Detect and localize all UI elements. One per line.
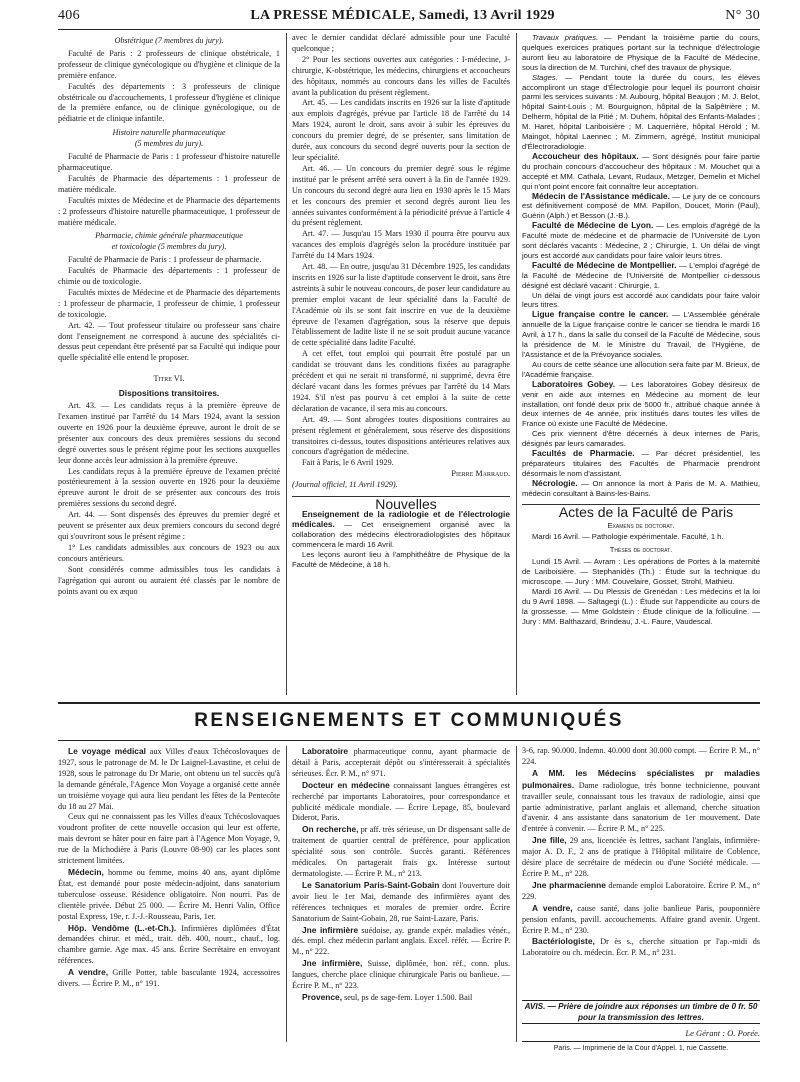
ad-text: dont l'ouverture doit avoir lieu le 1er Mai, demande des infirmières ayant des références techniques et morales de premier ordre. Écrire Sanatorium de Saint-Gobain, 28, rue Saint-Lazare, Paris.	[292, 880, 510, 923]
ad-heading: Docteur en médecine	[302, 779, 390, 790]
issue-number: N° 30	[725, 8, 760, 23]
section-toxicologie: et toxicologie (5 membres du jury).	[111, 242, 227, 252]
ad-heading: Médecin,	[68, 866, 104, 877]
news-text: — Le jury de ce concours est définitivement composé de MM. Papillon, Doucet, Morin (Paul), Guérin (Alph.) et Besson (J.-B.).	[522, 191, 760, 221]
paragraph: Art. 46. — Un concours du premier degré sous le régime institué par le présent arrêté sera ouvert à la fin de l'année 1929. Un concours du second degré aura lieu en 1930 après le 15 Mars et les concours des premier et second degrés auront lieu les années suivantes conformément à la périodicité prévue à l'article 4 du présent règlement.	[292, 163, 510, 228]
news-text: — Cet enseignement organisé avec la collaboration des médecins électroradiologistes des hôpitaux commencera le mardi 16 Avril.	[292, 519, 510, 549]
paragraph: Facultés mixtes de Médecine et de Pharmacie des départements : 2 professeurs d'histoire naturelle pharmaceutique, 1 professeur de matière médicale.	[58, 195, 280, 227]
news-text: — Les laboratoires Gobey désireux de venir en aide aux internes en Médecine au moment de leur installation, ont fondé deux prix de 5000 fr., attribué chaque année à deux internes de 4e année, prix institués dans toutes les villes de France où existe une Faculté de Médecine.	[522, 379, 760, 429]
journal-title: LA PRESSE MÉDICALE, Samedi, 13 Avril 1929	[250, 8, 555, 23]
paragraph: Facultés de Pharmacie des départements : 1 professeur de chimie ou de toxicologie.	[58, 266, 280, 287]
ad-text: Grille Potter, table basculante 1924, accessoires divers. — Écrire P. M., n° 191.	[58, 968, 280, 989]
banner-rule-bottom	[58, 740, 760, 741]
avis-notice: AVIS. — Prière de joindre aux réponses un timbre de 0 fr. 50 pour la transmission des lettres.	[522, 1000, 760, 1024]
news-heading: Laboratoires Gobey.	[532, 378, 616, 389]
news-heading: Faculté de Médecine de Montpellier.	[532, 259, 677, 270]
news-text: — Les emplois d'agrégé de la Faculté mixte de médecine et de pharmacie de l'Université de Lyon sont déclarés vacants : Médecine, 2 ; Chirurgie, 1. Un délai de vingt jours est accordé aux candidats pour faire valoir leurs titres.	[522, 221, 760, 260]
paragraph: Facultés des départements : 3 professeurs de clinique obstétricale ou d'accouchements, 1 professeur d'hygiène et clinique de la première enfance, ou de clinique gynécologique, ou de pédiatrie et de clinique infantile.	[58, 81, 280, 124]
source-citation: (Journal officiel, 11 Avril 1929).	[292, 480, 398, 490]
signature-date: Fait à Paris, le 6 Avril 1929.	[302, 458, 394, 468]
paragraph: Art. 42. — Tout professeur titulaire ou professeur sans chaire dont l'enseignement ne correspond à aucune des spécialités ci-dessus peut cependant être présenté par sa Faculté qui indique pour quelle spécialité elle entend le proposer.	[58, 320, 280, 363]
news-heading: Nécrologie.	[532, 477, 578, 488]
gerant-signature: Le Gérant : O. Porée.	[685, 1028, 760, 1038]
paragraph: Sont considérés comme admissibles tous les candidats à l'agrégation qui auront ou auraient été classés par le nombre de points avant ou ex æquo	[58, 564, 280, 596]
ad-text: Ceux qui ne connaissent pas les Villes d'eaux Tchécoslovaques voudront profiter de cette nouvelle occasion qui leur est offerte, mais devront se hâter pour en faire part à l'Agence Mon Voyage, 9, rue de la Michodière à Paris (Louvre 08-90) car les places sont strictement limitées.	[58, 812, 280, 866]
titre-subheading: Dispositions transitoires.	[118, 388, 220, 399]
faculte-title: Actes de la Faculté de Paris	[558, 503, 734, 520]
news-heading: Faculté de Médecine de Lyon.	[532, 220, 654, 231]
theses-text: Mardi 16 Avril. — Du Plessis de Grenédan : Les médecins et la loi du 9 Avril 1898. — Saltagegi (L.) : Étude sur l'appendicite au cours de la grossesse. — Mme Goldstein : Étude clinique de la folliculine. — Jury : MM. Balthazard, Brindeau, J.-L. Faure, Vaudescal.	[522, 586, 760, 626]
news-text: — L'Assemblée générale annuelle de la Ligue française contre le cancer se tiendra le mardi 16 Avril, à 17 h., dans la salle du conseil de la Faculté de Médecine, sous la présidence de M. le Ministre du Travail, de l'Hygiène, de l'Assistance et de la Prévoyance sociales.	[522, 310, 760, 359]
paragraph: Art. 47. — Jusqu'au 15 Mars 1930 il pourra être pourvu aux vacances des emplois d'agrégés selon la procédure instituée par l'arrêté du 14 Mars 1924.	[292, 229, 510, 261]
exam-text: Mardi 16 Avril. — Pathologie expérimentale. Faculté, 1 h.	[532, 532, 724, 542]
ad-heading: Le voyage médical	[68, 746, 146, 756]
ad-text: demande emploi Laboratoire. Écrire P. M., n° 229.	[522, 880, 760, 901]
paragraph: Faculté de Paris : 2 professeurs de clinique obstétricale, 1 professeur de clinique gynécologique ou d'hygiène et clinique de la première enfance.	[58, 48, 280, 80]
ad-heading: A MM. les Médecins spécialistes pr maladies pulmonaires.	[522, 767, 760, 790]
ad-heading: Le Sanatorium Paris-Saint-Gobain	[302, 879, 440, 890]
ad-heading: Jne fille,	[532, 835, 567, 846]
ad-heading: Laboratoire	[302, 746, 349, 756]
header-rule	[58, 29, 760, 30]
ad-text: seul, ps de sage-fem. Loyer 1.500. Bail	[342, 992, 473, 1002]
paragraph: Facultés mixtes de Médecine et de Pharmacie des départements : 1 professeur de pharmacie, 1 professeur de chimie, 1 professeur de toxicologie.	[58, 287, 280, 319]
ad-text: cause santé, dans jolie banlieue Paris, pouponnière pension enfants, pavill. accouchements. Affaire grand avenir. Urgent. Écrire P. M., n° 230.	[522, 903, 760, 935]
column-divider	[516, 746, 517, 1042]
column-divider	[286, 33, 287, 695]
paragraph: Faculté de Pharmacie de Paris : 1 professeur d'histoire naturelle pharmaceutique.	[58, 152, 280, 172]
ad-text: connaissant langues étrangères est recherché par importants Laboratoires, pour correspondance et publicité médicale mondiale. — Écrire Lepage, 85, boulevard Diderot, Paris.	[292, 780, 510, 823]
paragraph: Art. 48. — En outre, jusqu'au 31 Décembre 1925, les candidats inscrits en 1926 sur la liste d'aptitude conservent le droit, sans être astreints à subir le nouveau concours, de poser leur candidature au premier emploi vacant de leur spécialité dans la Faculté de l'Académie où ils se sont fait inscrire en vue de la deuxième épreuve de l'examen d'agrégation, sous la réserve que depuis l'établissement de ladite liste il ne se soit produit aucune vacance de cette spécialité dans ladite Faculté.	[292, 262, 510, 348]
news-text: — L'emploi d'agrégé de la Faculté de Médecine de l'Université de Montpellier ci-dessous désigné est déclaré vacant : Chirurgie, 1.	[522, 260, 760, 290]
classifieds-col-3	[522, 746, 760, 992]
imprimerie-line: Paris. — Imprimerie de la Cour d'Appel. 1, rue Cassette.	[553, 1045, 729, 1052]
column-2	[292, 33, 510, 695]
column-3	[522, 33, 760, 695]
news-heading: Accoucheur des hôpitaux.	[532, 150, 639, 161]
news-text: — Pendant la troisième partie du cours, quelques exercices pratiques portant sur la technique d'électrologie auront lieu au laboratoire de Physique de la Faculté de Médecine, sous la direction de M. Turchini, chef des travaux de physique.	[522, 33, 760, 72]
page-number: 406	[58, 8, 80, 23]
news-text: — Pendant toute la durée du cours, les élèves accompliront un stage d'Électrologie pour lequel ils pourront choisir parmi les services suivants : M. Aubourg, hôpital Beaujon ; M. J. Belot, hôpital Saint-Louis ; M. Bourguignon, hôpital de la Salpêtrière ; M. Delherm, hôpital de la Pitié ; M. Duhem, hôpital des Enfants-Malades ; M. Haret, hôpital Lariboisière ; M. Laquerrière, hôpital Hérold ; M. Maingot, hôpital Laennec ; M. Zimmern, agrégé, Institut municipal d'Électroradiologie.	[522, 72, 760, 151]
paragraph: Faculté de Pharmacie de Paris : 1 professeur de pharmacie.	[68, 255, 262, 265]
ad-heading: A vendre,	[532, 902, 573, 913]
ad-text: homme ou femme, moins 40 ans, ayant diplôme État, est demandé pour poste médecin-adjoint, dans sanatorium tuberculose osseuse. Résidence obligatoire. Non nourri. Pas de clientèle privée. Début 25 000. — Écrire M. Henri Valin, Office postal Express, 19e, r. J.-J.-Rousseau, Paris, 1er.	[58, 867, 280, 921]
section-obstetrique: Obstétrique (7 membres du jury).	[114, 36, 224, 45]
banner-rule-top	[58, 702, 760, 704]
section-pharmacie: Pharmacie, chimie générale pharmaceutique	[95, 231, 243, 241]
exam-heading: Examens de doctorat.	[607, 520, 675, 530]
paragraph: Art. 43. — Les candidats reçus à la première épreuve de l'examen institué par l'arrêté du 14 Mars 1924, avant la session ouverte en 1926 pour la deuxième épreuve, auront le droit de se présenter aux concours des deux premières sessions du second degré ouvertes sous le présent régime pour les sections auxquelles leur donne accès leur admission à la première épreuve.	[58, 401, 280, 465]
column-1	[58, 33, 280, 695]
paragraph: 1° Les candidats admissibles aux concours de 1923 ou aux concours antérieurs.	[58, 542, 280, 563]
news-text: — On annonce la mort à Paris de M. A. Mathieu, médecin consultant à Bains-les-Bains.	[522, 478, 760, 498]
ad-text: aux Villes d'eaux Tchécoslovaques de 1927, sous le patronage de M. le Dr Laignel-Lavastine, et celui de 1928, sous le patronage du Dr Marie, ont obtenu un tel succès qu'à la demande générale, l'Agence Mon Voyage a organisé cette année un troisième voyage qui aura lieu pendant les fêtes de la Pentecôte du 18 au 27 Mai.	[58, 747, 280, 811]
signature-name: Pierre Marraud.	[451, 469, 510, 479]
news-heading: Travaux pratiques.	[532, 33, 599, 42]
theses-text: Lundi 15 Avril. — Avram : Les opérations de Portes à la maternité de Lariboisière. — Stephanidès (Th.) : Étude sur la technique du microscope. — Jury : MM. Couvelaire, Gosset, Strohl, Mathieu.	[522, 557, 760, 587]
paragraph: 2° Pour les sections ouvertes aux catégories : I-médecine, J-chirurgie, K-obstétrique, les médecins, chirurgiens et accoucheurs des hôpitaux, nommés au concours dans les villes de Facultés avant la publication du présent règlement.	[292, 54, 510, 97]
ad-heading: Hôp. Vendôme (L.-et-Ch.).	[68, 922, 177, 933]
footer-rule	[522, 1041, 760, 1042]
page-header	[58, 8, 760, 28]
paragraph: avec le dernier candidat déclaré admissible pour une Faculté quelconque ;	[292, 33, 510, 53]
ad-heading: Jne infirmière	[302, 924, 359, 935]
paragraph: Art. 45. — Les candidats inscrits en 1926 sur la liste d'aptitude aux emplois d'agrégés, prévue par l'article 18 de l'arrêté du 14 Mars 1924, auront le droit, sans avoir à subir les épreuves du concours du premier degré, de se présenter, sans limitation de durée, aux concours du second degré ouverts pour la section de leur spécialité.	[292, 98, 510, 162]
nouvelles-title: Nouvelles	[375, 496, 437, 513]
news-text: — Sont désignés pour faire partie du prochain concours d'accoucheur des hôpitaux : M. Mouchet qui a accepté et MM. Cathala, Levant, Rudaux, Metzger, Demelin et Michel qui n'ont point encore fait connaître leur acceptation.	[522, 151, 760, 191]
titre-heading: Titre VI.	[153, 374, 185, 384]
classifieds-col-2	[292, 746, 510, 1042]
column-divider	[516, 33, 517, 695]
ad-text: 3-6, rap. 90.000. Indemn. 40.000 dont 30.000 compt. — Écrire P. M., n° 224.	[522, 746, 760, 766]
ad-heading: Jne pharmacienne	[532, 879, 606, 890]
ad-text: 29 ans, licenciée ès lettres, sachant l'anglais, infirmière-major A. D. F., 2 ans de pratique à l'Hôpital militaire de Coblence, désire place de secrétaire de médecin ou d'une Société médicale. — Écrire P. M., n° 228.	[522, 836, 760, 878]
section-banner: RENSEIGNEMENTS ET COMMUNIQUÉS	[194, 710, 624, 731]
news-heading: Stages.	[532, 72, 558, 82]
ad-text: Suisse, diplômée, bon. réf., conn. plus. langues, cherche place clinique chirurgicale Paris ou banlieue. — Écrire P. M., n° 223.	[292, 959, 510, 991]
paragraph: Les candidats reçus à la première épreuve de l'examen précité postérieurement à la session ouverte en 1926 pour la deuxième épreuve auront le droit de se présenter aux concours des trois premières sessions du second degré.	[58, 466, 280, 509]
news-heading: Médecin de l'Assistance médicale.	[532, 190, 670, 201]
ad-text: Dr ès s., cherche situation pr l'ap.-midi ds Laboratoire ou ch. médecin. Écr. P. M., n° 231.	[522, 937, 760, 958]
ad-heading: Jne infirmière,	[302, 958, 363, 969]
ad-heading: Bactériologiste,	[532, 936, 595, 947]
news-heading: Enseignement de la radiologie et de l'électrologie médicales.	[292, 508, 510, 529]
news-text: Au cours de cette séance une allocution sera faite par M. Brieux, de l'Académie française.	[522, 359, 760, 379]
paragraph: A cet effet, tout emploi qui pourrait être postulé par un candidat se trouvant dans les conditions fixées au paragraphe précédent et qui ne serait ni transformé, ni supprimé, devra être déclaré vacant dans les formes prévues par l'arrêté du 14 Mars 1924. S'il n'est pas pourvu à cet emploi à la suite de cette déclaration de vacance, il sera mis au concours.	[292, 349, 510, 413]
ad-text: suédoise, ay. grande expér. maladies vénér., dés. empl. chez médecin parlant anglais. Excel. référ. — Écrire P. M., n° 222.	[292, 925, 510, 957]
ad-heading: On recherche,	[302, 824, 359, 835]
news-text: Les leçons auront lieu à l'amphithéâtre de Physique de la Faculté de Médecine, à 18 h.	[292, 549, 510, 569]
news-heading: Facultés de Pharmacie.	[532, 448, 635, 459]
news-text: — Par décret présidentiel, les préparateurs titulaires des Facultés de Pharmacie prendront désormais le nom d'assistant.	[522, 449, 760, 478]
news-heading: Ligue française contre le cancer.	[532, 309, 669, 320]
paragraph: Art. 44. — Sont dispensés des épreuves du premier degré et peuvent se présenter aux deux premiers concours du second degré qui s'ouvriront sous le présent régime :	[58, 510, 280, 541]
news-text: Ces prix viennent d'être décernés à deux internes de Paris, désignés par leurs camarades.	[522, 429, 760, 449]
paragraph: Art. 49. — Sont abrogées toutes dispositions contraires au présent règlement et généralement, sous réserve des dispositions transitoires ci-dessus, toutes dispositions antérieures relatives aux concours d'agrégation de médecine.	[292, 414, 510, 457]
ad-text: Infirmières diplômées d'État demandées chirur. et méd., trait. déb. 400, nourr., chauf., log. chambre garnie. Age max. 45 ans. Écrire Secrétaire en envoyant références.	[58, 923, 280, 966]
news-text: Un délai de vingt jours est accordé aux candidats pour faire valoir leurs titres.	[522, 290, 760, 310]
ad-text: Dame radiologue, très bonne technicienne, pouvant travailler seule, connaissant tous les travaux de radiologie, ainsi que partie administrative, parlant anglais et allemand, cherche situation d'avenir. 4 ans assistante dans sanatorium de 1er mouvement. Date d'entrée à convenir. — Écrire P. M., n° 225.	[522, 780, 760, 834]
ad-text: pharmaceutique connu, ayant pharmacie de détail à Paris, accepterait dépôt ou s'intéresserait à spécialités sérieuses. Écr. P. M., n° 971.	[292, 747, 510, 778]
section-histoire-naturelle: Histoire naturelle pharmaceutique	[112, 128, 226, 138]
ad-heading: Provence,	[302, 991, 343, 1002]
classifieds-col-1	[58, 746, 280, 1042]
column-divider	[286, 746, 287, 1042]
ad-text: pr aff. très sérieuse, un Dr dispensant salle de traitement de quartier central de préférence, pour application spécialité sous son contrôle. Succès garanti. Références médicales. On partagerait frais gx. Intéresse surtout dermatologiste. — Écrire P. M., n° 213.	[292, 825, 510, 878]
theses-heading: Thèses de doctorat.	[609, 545, 673, 555]
section-jury: (5 membres du jury).	[134, 139, 204, 149]
paragraph: Facultés de Pharmacie des départements : 1 professeur de matière médicale.	[58, 173, 280, 194]
ad-heading: A vendre,	[68, 967, 109, 978]
